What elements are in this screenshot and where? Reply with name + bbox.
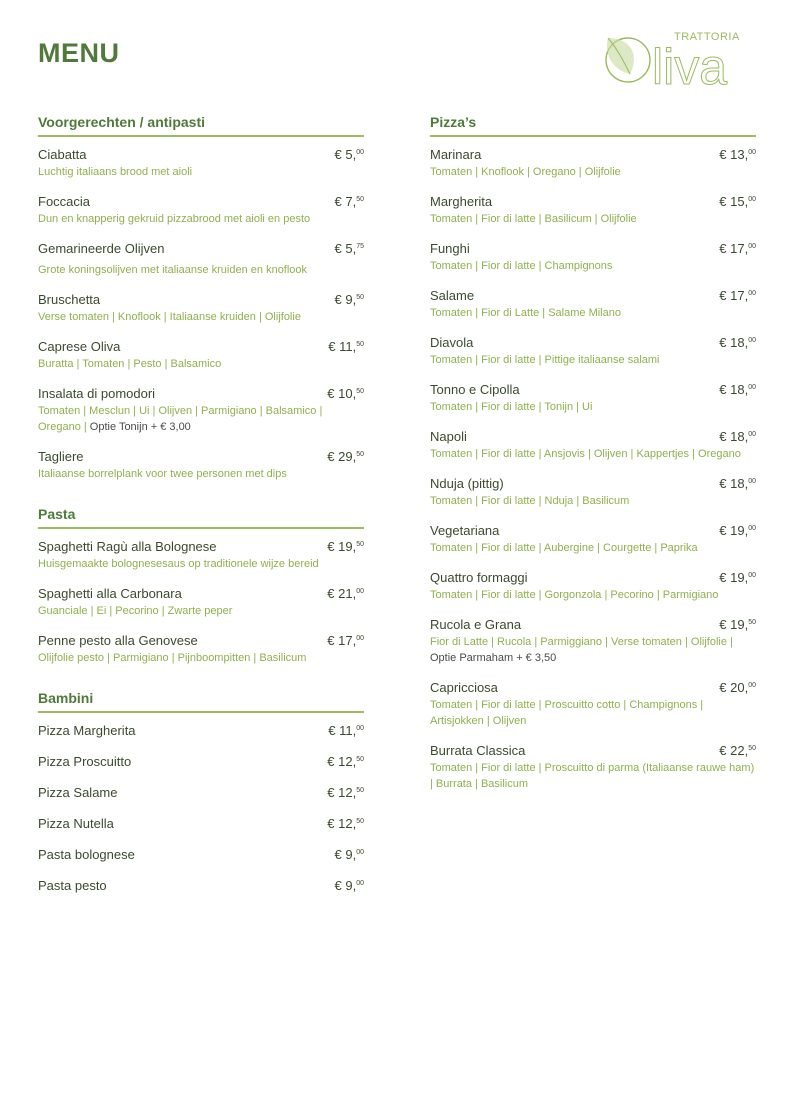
menu-item — [430, 288, 756, 321]
item-name: Spaghetti Ragù alla Bolognese — [38, 539, 217, 554]
item-name: Penne pesto alla Genovese — [38, 633, 198, 648]
item-description-text: Grote koningsolijven met italiaanse kruiden en knoflook — [38, 264, 308, 276]
item-description-text: Tomaten | Mesclun | Ui | Olijven | Parmigiano | Balsamico | Oregano | — [38, 405, 323, 433]
price-cents: 00 — [748, 572, 756, 579]
logo-big-text: liva — [652, 39, 728, 88]
price-cents: 00 — [356, 588, 364, 595]
menu-item — [430, 617, 756, 666]
item-price — [335, 147, 364, 162]
trattoria-oliva-logo — [600, 26, 760, 88]
menu-item — [430, 743, 756, 792]
price-cents: 50 — [356, 196, 364, 203]
item-name: Rucola e Grana — [430, 617, 522, 632]
item-name: Tonno e Cipolla — [430, 382, 520, 397]
item-name: Vegetariana — [430, 523, 500, 538]
item-price — [327, 539, 364, 554]
item-description-text: Buratta | Tomaten | Pesto | Balsamico — [38, 358, 222, 370]
price-euros: € 9, — [334, 292, 357, 307]
price-cents: 50 — [356, 388, 364, 395]
item-description — [430, 697, 756, 729]
item-name: Tagliere — [38, 449, 84, 464]
item-price — [327, 449, 364, 464]
price-euros: € 11, — [328, 339, 357, 354]
menu-item — [38, 754, 364, 769]
price-euros: € 19, — [327, 539, 357, 554]
menu-item — [430, 570, 756, 603]
item-name: Diavola — [430, 335, 474, 350]
item-price — [719, 382, 756, 397]
item-description — [38, 164, 364, 180]
section-pizzas — [430, 114, 756, 792]
price-cents: 00 — [748, 478, 756, 485]
menu-items — [38, 723, 364, 893]
item-option: Optie Parmaham + € 3,50 — [430, 652, 557, 664]
page-title: MENU — [38, 38, 120, 68]
item-description — [38, 603, 364, 619]
price-cents: 00 — [356, 725, 364, 732]
price-cents: 50 — [356, 756, 364, 763]
menu-item — [430, 523, 756, 556]
menu-item-row — [38, 194, 364, 209]
menu-item-row — [38, 449, 364, 464]
menu-item — [38, 723, 364, 738]
item-description — [430, 634, 756, 666]
menu-item — [430, 147, 756, 180]
price-euros: € 9, — [334, 878, 357, 893]
item-description-text: Tomaten | Fior di latte | Proscuitto di parma (Italiaanse rauwe ham) | Burrata | Basilicum — [430, 762, 755, 790]
item-name: Capricciosa — [430, 680, 498, 695]
price-euros: € 22, — [719, 743, 749, 758]
price-euros: € 13, — [719, 147, 749, 162]
menu-item — [38, 292, 364, 325]
menu-item — [38, 449, 364, 482]
right-column — [430, 114, 756, 816]
section-title: Pasta — [38, 506, 364, 529]
item-name: Quattro formaggi — [430, 570, 528, 585]
price-euros: € 12, — [327, 785, 357, 800]
price-cents: 00 — [748, 682, 756, 689]
item-price — [719, 429, 756, 444]
item-price — [719, 476, 756, 491]
menu-item — [38, 147, 364, 180]
price-euros: € 5, — [334, 147, 357, 162]
item-description-text: Tomaten | Fior di latte | Champignons — [430, 260, 613, 272]
menu-item — [430, 335, 756, 368]
item-description-text: Tomaten | Fior di latte | Basilicum | Olijfolie — [430, 213, 637, 225]
item-description — [430, 164, 756, 180]
price-cents: 50 — [356, 341, 364, 348]
price-euros: € 9, — [334, 847, 357, 862]
price-cents: 00 — [356, 849, 364, 856]
price-euros: € 19, — [719, 523, 749, 538]
price-euros: € 12, — [327, 816, 357, 831]
menu-item-row — [38, 633, 364, 648]
item-name: Funghi — [430, 241, 470, 256]
price-cents: 00 — [748, 384, 756, 391]
price-euros: € 20, — [719, 680, 749, 695]
price-cents: 50 — [356, 541, 364, 548]
menu-item-row — [430, 382, 756, 397]
item-price — [719, 617, 756, 632]
item-name: Pizza Proscuitto — [38, 754, 132, 769]
menu-item-row — [38, 878, 364, 893]
item-price — [719, 147, 756, 162]
price-cents: 50 — [356, 787, 364, 794]
item-name: Pizza Nutella — [38, 816, 114, 831]
menu-item — [430, 680, 756, 729]
item-description — [430, 446, 756, 462]
price-euros: € 10, — [327, 386, 357, 401]
item-price — [719, 743, 756, 758]
item-description-text: Tomaten | Fior di latte | Nduja | Basilicum — [430, 495, 630, 507]
menu-item — [430, 194, 756, 227]
item-price — [719, 523, 756, 538]
item-price — [719, 241, 756, 256]
item-description — [430, 305, 756, 321]
menu-item-row — [38, 539, 364, 554]
item-name: Pasta pesto — [38, 878, 107, 893]
item-description — [430, 587, 756, 603]
item-description-text: Tomaten | Fior di latte | Aubergine | Courgette | Paprika — [430, 542, 698, 554]
item-price — [719, 570, 756, 585]
item-description-text: Tomaten | Fior di Latte | Salame Milano — [430, 307, 621, 319]
item-price — [327, 785, 364, 800]
item-description — [38, 309, 364, 325]
menu-item — [38, 586, 364, 619]
item-description — [430, 493, 756, 509]
item-description — [38, 356, 364, 372]
menu-item-row — [38, 723, 364, 738]
price-euros: € 18, — [719, 382, 749, 397]
menu-item — [38, 539, 364, 572]
item-description-text: Verse tomaten | Knoflook | Italiaanse kruiden | Olijfolie — [38, 311, 301, 323]
price-euros: € 12, — [327, 754, 357, 769]
item-description — [430, 211, 756, 227]
price-cents: 50 — [356, 818, 364, 825]
section-antipasti — [38, 114, 364, 482]
item-description — [38, 466, 364, 482]
item-name: Ciabatta — [38, 147, 87, 162]
price-euros: € 19, — [719, 570, 749, 585]
menu-item-row — [430, 523, 756, 538]
menu-item — [430, 476, 756, 509]
item-description-text: Fior di Latte | Rucola | Parmiggiano | Verse tomaten | Olijfolie | — [430, 636, 733, 648]
item-price — [335, 194, 364, 209]
price-cents: 00 — [356, 635, 364, 642]
item-price — [719, 335, 756, 350]
item-description — [430, 399, 756, 415]
price-euros: € 17, — [719, 241, 749, 256]
price-cents: 00 — [748, 337, 756, 344]
menu-item-row — [38, 292, 364, 307]
menu-item — [430, 241, 756, 274]
item-name: Spaghetti alla Carbonara — [38, 586, 182, 601]
item-description-text: Tomaten | Fior di latte | Ansjovis | Olijven | Kappertjes | Oregano — [430, 448, 741, 460]
menu-item-row — [38, 386, 364, 401]
item-price — [335, 847, 364, 862]
item-price — [327, 816, 364, 831]
section-title: Pizza’s — [430, 114, 756, 137]
price-euros: € 15, — [719, 194, 749, 209]
item-price — [719, 680, 756, 695]
menu-item-row — [38, 241, 364, 256]
menu-item-row — [38, 586, 364, 601]
olive-leaf-icon — [606, 38, 650, 82]
menu-items — [38, 539, 364, 666]
price-cents: 00 — [748, 525, 756, 532]
item-name: Foccacia — [38, 194, 91, 209]
item-description — [38, 211, 364, 227]
item-description — [430, 760, 756, 792]
price-cents: 50 — [356, 294, 364, 301]
item-name: Insalata di pomodori — [38, 386, 156, 401]
item-name: Pasta bolognese — [38, 847, 135, 862]
section-title: Bambini — [38, 690, 364, 713]
item-price — [335, 878, 364, 893]
item-description-text: Dun en knapperig gekruid pizzabrood met aioli en pesto — [38, 213, 311, 225]
item-description-text: Luchtig italiaans brood met aioli — [38, 166, 193, 178]
menu-item-row — [430, 194, 756, 209]
menu-item — [38, 633, 364, 666]
item-description-text: Tomaten | Fior di latte | Pittige italiaanse salami — [430, 354, 660, 366]
menu-item — [38, 386, 364, 435]
item-description — [38, 556, 364, 572]
menu-item-row — [38, 147, 364, 162]
item-price — [328, 339, 364, 354]
menu-item — [38, 194, 364, 227]
menu-item-row — [430, 476, 756, 491]
section-pasta — [38, 506, 364, 666]
item-description-text: Italiaanse borrelplank voor twee personen met dips — [38, 468, 287, 480]
logo-small-text: TRATTORIA — [674, 31, 740, 43]
price-euros: € 11, — [328, 723, 357, 738]
item-name: Gemarineerde Olijven — [38, 241, 165, 256]
price-cents: 50 — [356, 451, 364, 458]
item-option: Optie Tonijn + € 3,00 — [86, 421, 191, 433]
item-description-text: Tomaten | Knoflook | Oregano | Olijfolie — [430, 166, 621, 178]
menu-item-row — [430, 743, 756, 758]
menu-item-row — [38, 847, 364, 862]
item-price — [719, 194, 756, 209]
menu-item — [38, 241, 364, 278]
item-price — [328, 723, 364, 738]
item-name: Salame — [430, 288, 475, 303]
price-euros: € 17, — [327, 633, 357, 648]
item-description — [38, 650, 364, 666]
menu-item-row — [38, 754, 364, 769]
menu-item — [38, 816, 364, 831]
price-cents: 00 — [748, 431, 756, 438]
price-cents: 50 — [748, 619, 756, 626]
menu-items — [38, 147, 364, 482]
menu-item-row — [38, 785, 364, 800]
menu-item-row — [430, 241, 756, 256]
item-name: Pizza Margherita — [38, 723, 136, 738]
section-bambini — [38, 690, 364, 893]
item-name: Caprese Oliva — [38, 339, 121, 354]
item-price — [719, 288, 756, 303]
price-euros: € 17, — [719, 288, 749, 303]
menu-item-row — [430, 429, 756, 444]
item-price — [327, 386, 364, 401]
item-name: Bruschetta — [38, 292, 101, 307]
item-description — [38, 262, 364, 278]
item-description-text: Guanciale | Ei | Pecorino | Zwarte peper — [38, 605, 233, 617]
item-description — [430, 540, 756, 556]
item-price — [327, 633, 364, 648]
price-cents: 00 — [748, 290, 756, 297]
item-price — [327, 586, 364, 601]
price-euros: € 18, — [719, 476, 749, 491]
menu-item — [38, 339, 364, 372]
item-description — [38, 403, 364, 435]
price-cents: 00 — [748, 196, 756, 203]
menu-item-row — [430, 570, 756, 585]
item-description-text: Huisgemaakte bolognesesaus op traditionele wijze bereid — [38, 558, 319, 570]
price-euros: € 18, — [719, 335, 749, 350]
section-title: Voorgerechten / antipasti — [38, 114, 364, 137]
price-cents: 00 — [356, 880, 364, 887]
item-price — [335, 292, 364, 307]
menu-item-row — [430, 617, 756, 632]
price-cents: 00 — [748, 243, 756, 250]
item-description-text: Tomaten | Fior di latte | Proscuitto cotto | Champignons | Artisjokken | Olijven — [430, 699, 704, 727]
menu-item-row — [38, 816, 364, 831]
left-column — [38, 114, 364, 917]
item-price — [335, 241, 364, 256]
menu-items — [430, 147, 756, 792]
price-euros: € 21, — [327, 586, 357, 601]
price-euros: € 7, — [334, 194, 357, 209]
price-euros: € 5, — [334, 241, 357, 256]
item-description — [430, 352, 756, 368]
item-name: Napoli — [430, 429, 467, 444]
item-name: Margherita — [430, 194, 493, 209]
menu-item-row — [430, 147, 756, 162]
item-name: Pizza Salame — [38, 785, 118, 800]
item-description — [430, 258, 756, 274]
menu-item — [38, 878, 364, 893]
price-euros: € 19, — [719, 617, 749, 632]
menu-item — [38, 847, 364, 862]
menu-item-row — [430, 288, 756, 303]
menu-item — [430, 382, 756, 415]
price-cents: 75 — [356, 243, 364, 250]
price-euros: € 18, — [719, 429, 749, 444]
price-cents: 00 — [356, 149, 364, 156]
menu-item — [38, 785, 364, 800]
item-price — [327, 754, 364, 769]
menu-item — [430, 429, 756, 462]
menu-item-row — [38, 339, 364, 354]
price-euros: € 29, — [327, 449, 357, 464]
item-description-text: Olijfolie pesto | Parmigiano | Pijnboompitten | Basilicum — [38, 652, 307, 664]
item-name: Burrata Classica — [430, 743, 526, 758]
price-cents: 50 — [748, 745, 756, 752]
item-description-text: Tomaten | Fior di latte | Tonijn | Ui — [430, 401, 593, 413]
menu-item-row — [430, 680, 756, 695]
menu-item-row — [430, 335, 756, 350]
price-cents: 00 — [748, 149, 756, 156]
item-name: Nduja (pittig) — [430, 476, 504, 491]
item-name: Marinara — [430, 147, 482, 162]
item-description-text: Tomaten | Fior di latte | Gorgonzola | Pecorino | Parmigiano — [430, 589, 719, 601]
